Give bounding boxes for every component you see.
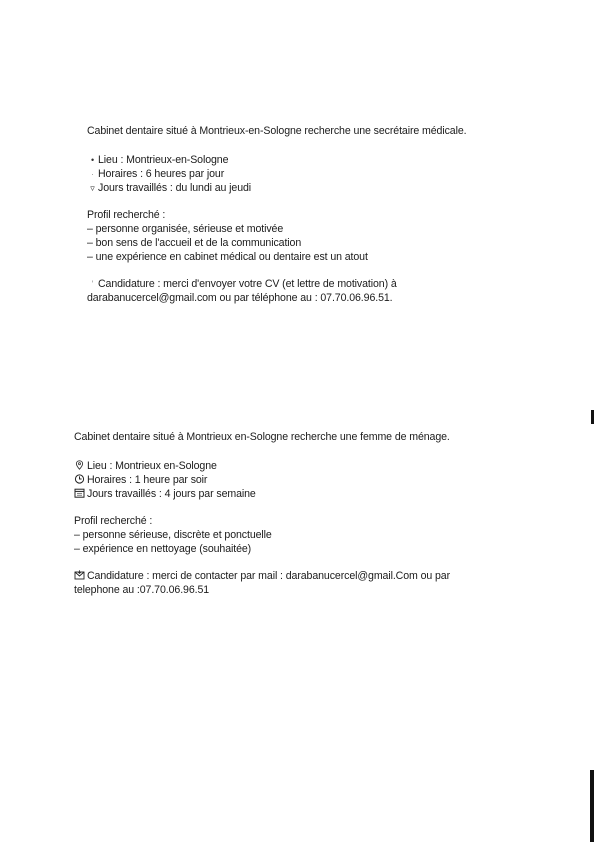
clock-icon: · — [91, 169, 94, 179]
profile-item: – personne organisée, sérieuse et motivée — [87, 223, 284, 235]
calendar-icon — [74, 488, 85, 498]
location-pin-icon: • — [90, 155, 95, 165]
application-text-1: Candidature : merci d'envoyer votre CV (et lettre de motivation) à — [98, 278, 397, 290]
detail-location — [74, 459, 554, 473]
detail-hours-text: Horaires : 6 heures par jour — [98, 168, 225, 180]
ad-intro: Cabinet dentaire situé à Montrieux en-Sologne recherche une femme de ménage. — [74, 431, 450, 443]
profile-item: – une expérience en cabinet médical ou dentaire est un atout — [87, 251, 368, 263]
envelope-icon — [74, 570, 85, 580]
detail-days-text: Jours travaillés : du lundi au jeudi — [98, 182, 252, 194]
detail-hours — [87, 167, 567, 181]
detail-location-text: Lieu : Montrieux-en-Sologne — [98, 154, 229, 166]
profile-heading: Profil recherché : — [74, 515, 153, 527]
application-contact: telephone au :07.70.06.96.51 — [74, 584, 210, 596]
detail-days — [74, 487, 554, 501]
detail-hours-text: Horaires : 1 heure par soir — [87, 474, 208, 486]
application-contact: darabanucercel@gmail.com ou par téléphone au : 07.70.06.96.51. — [87, 292, 393, 304]
application-line — [74, 569, 554, 583]
mail-icon: ' — [91, 279, 94, 289]
detail-location-text: Lieu : Montrieux en-Sologne — [87, 460, 217, 472]
job-ad-cleaner — [74, 430, 554, 597]
profile-item: – bon sens de l'accueil et de la communication — [87, 237, 302, 249]
scan-artifact — [591, 410, 594, 424]
clock-icon — [74, 474, 85, 484]
profile-item: – expérience en nettoyage (souhaitée) — [74, 543, 252, 555]
calendar-icon: ▿ — [90, 183, 95, 193]
detail-location — [87, 153, 567, 167]
detail-hours — [74, 473, 554, 487]
detail-days-text: Jours travaillés : 4 jours par semaine — [87, 488, 256, 500]
location-pin-icon — [74, 460, 85, 470]
profile-heading: Profil recherché : — [87, 209, 166, 221]
detail-days — [87, 181, 567, 195]
ad-intro: Cabinet dentaire situé à Montrieux-en-Sologne recherche une secrétaire médicale. — [87, 125, 467, 137]
job-ad-secretary — [87, 124, 567, 305]
profile-item: – personne sérieuse, discrète et ponctuelle — [74, 529, 272, 541]
scan-artifact — [590, 770, 594, 842]
application-text-1: Candidature : merci de contacter par mail : darabanucercel@gmail.Com ou par — [87, 570, 451, 582]
application-line — [87, 277, 567, 291]
